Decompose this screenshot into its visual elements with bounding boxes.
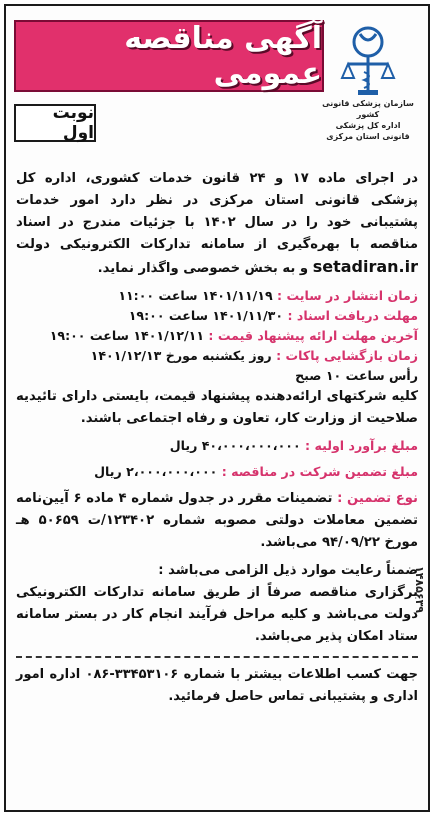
publish-time-row	[16, 286, 418, 306]
title-banner	[14, 20, 324, 92]
contact-info: جهت کسب اطلاعات بیشتر با شماره ۳۳۴۵۳۱۰۶-۰۸۶ اداره امور اداری و پشتیبانی تماس حاصل فرمائید.	[16, 667, 418, 704]
publish-time-value: ۱۴۰۱/۱۱/۱۹ ساعت ۱۱:۰۰	[118, 288, 273, 303]
org-logo	[322, 20, 414, 160]
ad-title: آگهی مناقصه عمومی	[124, 21, 322, 91]
estimate-row	[16, 436, 418, 456]
eligibility-text: کلیه شرکتهای ارائه‌دهنده پیشنهاد قیمت، بایستی دارای تائیدیه صلاحیت از وزارت کار، تعاون و رفاه اجتماعی باشند.	[16, 389, 418, 426]
doc-deadline-row	[16, 306, 418, 326]
bid-deadline-value: ۱۴۰۱/۱۲/۱۱ ساعت ۱۹:۰۰	[49, 328, 205, 343]
turn-badge: نوبت اول	[14, 104, 96, 142]
bid-deadline-label: آخرین مهلت ارائه پیشنهاد قیمت :	[208, 328, 418, 343]
opening-value: روز یکشنبه مورخ ۱۴۰۱/۱۲/۱۳	[90, 348, 272, 363]
opening-row	[16, 346, 418, 366]
doc-deadline-value: ۱۴۰۱/۱۱/۳۰ ساعت ۱۹:۰۰	[128, 308, 284, 323]
intro-tail: و به بخش خصوصی واگذار نماید.	[97, 261, 309, 276]
doc-deadline-label: مهلت دریافت اسناد :	[287, 308, 418, 323]
ad-frame	[4, 4, 430, 812]
header	[6, 6, 428, 158]
guarantee-value: ۲،۰۰۰،۰۰۰،۰۰۰ ریال	[94, 464, 218, 479]
estimate-label: مبلغ برآورد اولیه :	[305, 438, 418, 453]
note-title: ضمناً رعایت موارد ذیل الزامی می‌باشد :	[158, 563, 418, 578]
intro-text: در اجرای ماده ۱۷ و ۲۴ قانون خدمات کشوری، اداره کل پزشکی قانونی استان مرکزی در نظر دارد امور خدمات پشتیبانی خود را در سال ۱۴۰۲ با جزئیات مندرج در اسناد مناقصه با بهره‌گیری از سامانه تدارکات الکترونیکی دولت	[16, 171, 418, 252]
ad-body	[16, 168, 418, 708]
guarantee-type-label: نوع تضمین :	[337, 491, 418, 506]
divider	[16, 656, 418, 658]
opening-label: زمان بازگشایی پاکات :	[276, 348, 418, 363]
justice-emblem-icon	[338, 20, 398, 98]
org-name-line1: سازمان پزشکی قانونی کشور	[322, 99, 414, 119]
guarantee-type-text: تضمینات مقرر در جدول شماره ۴ ماده ۶ آیین‌نامه تضمین معاملات دولتی مصوبه شماره ۱۲۳۴۰۲/ت ۵۰۶۵۹ هـ مورخ ۹۴/۰۹/۲۲ می‌باشد.	[16, 491, 419, 550]
guarantee-row	[16, 462, 418, 482]
ad-code: ۱۴۸۵۶۳۹	[413, 566, 426, 613]
guarantee-label: مبلغ تضمین شرکت در مناقصه :	[221, 464, 418, 479]
estimate-value: ۴۰،۰۰۰،۰۰۰،۰۰۰ ریال	[169, 438, 301, 453]
bid-deadline-row	[16, 326, 418, 346]
note-body: برگزاری مناقصه صرفاً از طریق سامانه تدارکات الکترونیکی دولت می‌باشد و کلیه مراحل فرآیند انجام کار در بستر سامانه ستاد امکان پذیر می‌باشد.	[16, 585, 418, 644]
intro-paragraph	[16, 168, 418, 280]
org-name-line2: اداره کل پزشکی قانونی استان مرکزی	[326, 121, 410, 141]
publish-time-label: زمان انتشار در سایت :	[277, 288, 418, 303]
opening-time: رأس ساعت ۱۰ صبح	[295, 368, 418, 383]
guarantee-type-paragraph	[16, 488, 418, 554]
website-link[interactable]: setadiran.ir	[312, 257, 418, 276]
